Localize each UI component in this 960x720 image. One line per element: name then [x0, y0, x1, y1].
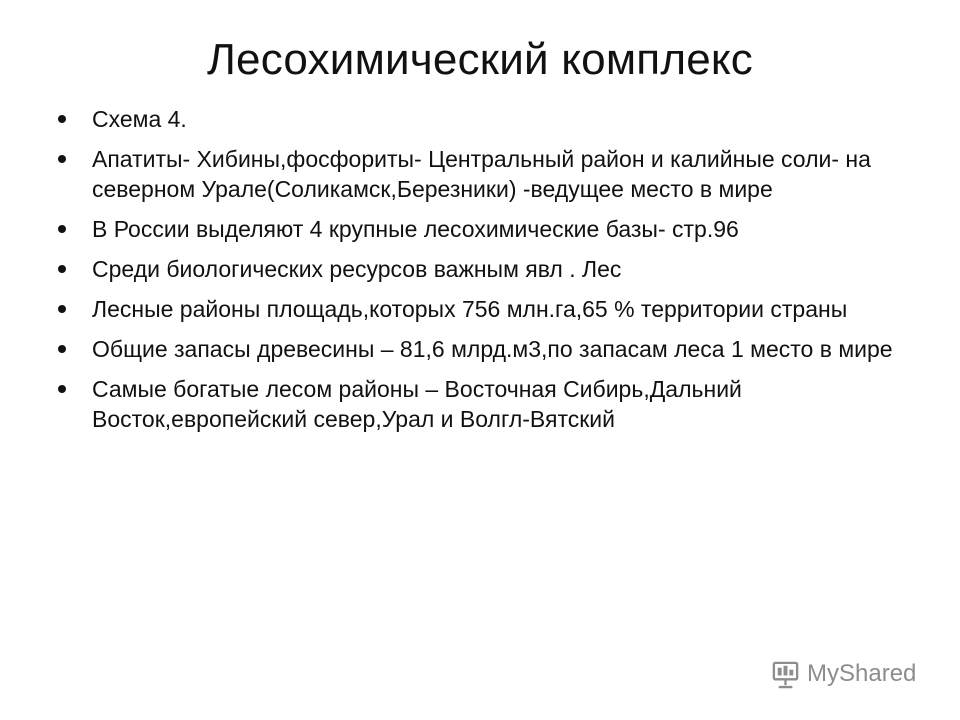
bullet-item	[54, 104, 904, 134]
bullet-text: Среди биологических ресурсов важным явл . Лес	[92, 256, 622, 282]
bullet-item	[54, 214, 904, 244]
presentation-icon	[770, 659, 801, 690]
bullet-icon	[58, 115, 66, 123]
slide-title: Лесохимический комплекс	[206, 35, 754, 84]
myshared-watermark	[770, 654, 940, 694]
bullet-icon	[58, 305, 66, 313]
bullet-icon	[58, 385, 66, 393]
watermark-brand: MyShared	[807, 660, 917, 687]
bullet-icon	[58, 345, 66, 353]
bullet-item	[54, 294, 904, 324]
bullet-text: Схема 4.	[92, 106, 187, 132]
bullet-text: Самые богатые лесом районы – Восточная Сибирь,Дальний Восток,европейский север,Урал и Волгл-Вятский	[92, 376, 742, 432]
bullet-item	[54, 144, 904, 204]
bullet-icon	[58, 155, 66, 163]
bullet-icon	[58, 225, 66, 233]
bullet-list	[54, 104, 904, 444]
bullet-item	[54, 334, 904, 364]
bullet-text: Общие запасы древесины – 81,6 млрд.м3,по запасам леса 1 место в мире	[92, 336, 893, 362]
bullet-icon	[58, 265, 66, 273]
bullet-text: Лесные районы площадь,которых 756 млн.га,65 % территории страны	[92, 296, 848, 322]
bullet-text: Апатиты- Хибины,фосфориты- Центральный район и калийные соли- на северном Урале(Соликамск,Березники) -ведущее место в мире	[92, 146, 871, 202]
bullet-item	[54, 374, 904, 434]
bullet-item	[54, 254, 904, 284]
bullet-text: В России выделяют 4 крупные лесохимические базы- стр.96	[92, 216, 739, 242]
